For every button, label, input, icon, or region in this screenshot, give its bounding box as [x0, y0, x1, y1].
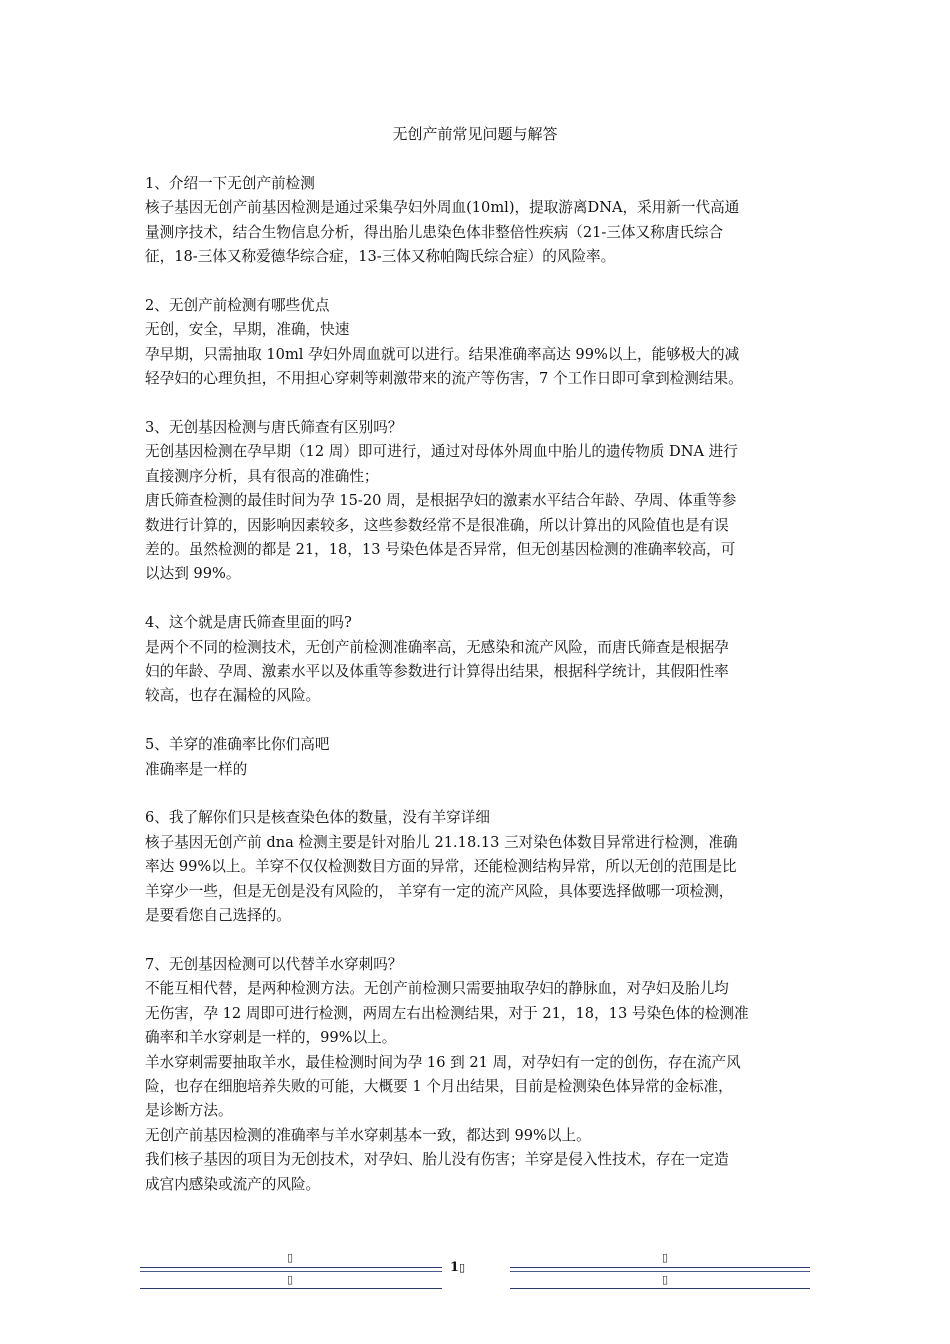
footer-rule-left-upper: [140, 1267, 442, 1268]
answer-line: 量测序技术，结合生物信息分析，得出胎儿患染色体非整倍性疾病（21-三体又称唐氏综合: [145, 223, 724, 241]
footer-rule-right-lower: [510, 1271, 810, 1272]
answer-line: 孕早期，只需抽取 10ml 孕妇外周血就可以进行。结果准确率高达 99%以上，能够极大的减: [145, 345, 740, 363]
qa-section: [145, 416, 809, 587]
answer-line: 是两个不同的检测技术，无创产前检测准确率高，无感染和流产风险，而唐氏筛查是根据孕: [145, 638, 729, 656]
question-heading: 4、这个就是唐氏筛查里面的吗?: [145, 614, 352, 632]
qa-section: [145, 733, 809, 782]
question-heading: 7、无创基因检测可以代替羊水穿刺吗？: [145, 955, 403, 973]
question-heading: 5、羊穿的准确率比你们高吧: [145, 736, 330, 754]
footer-rule-right-bottom: [510, 1288, 810, 1289]
answer-line: 是要看您自己选择的。: [145, 907, 291, 925]
footer-rule-left-bottom: [140, 1288, 442, 1289]
question-heading: 6、我了解你们只是核查染色体的数量，没有羊穿详细: [145, 809, 490, 827]
answer-line: 率达 99%以上。羊穿不仅仅检测数目方面的异常，还能检测结构异常，所以无创的范围是比: [145, 858, 737, 876]
answer-line: 无创基因检测在孕早期（12 周）即可进行，通过对母体外周血中胎儿的遗传物质 DNA 进行: [145, 443, 738, 461]
answer-line: 唐氏筛查检测的最佳时间为孕 15-20 周，是根据孕妇的激素水平结合年龄、孕周、体重等参: [145, 492, 737, 510]
question-heading: 3、无创基因检测与唐氏筛查有区别吗？: [145, 419, 403, 437]
answer-line: 准确率是一样的: [145, 760, 248, 778]
qa-section: [145, 611, 809, 709]
footer-mark-right-bottom: ▯: [661, 1273, 669, 1286]
answer-line: 差的。虽然检测的都是 21，18，13 号染色体是否异常，但无创基因检测的准确率较高，可: [145, 541, 736, 559]
answer-line: 险，也存在细胞培养失败的可能，大概要 1 个月出结果，目前是检测染色体异常的金标准，: [145, 1077, 733, 1095]
answer-line: 无创产前基因检测的准确率与羊水穿刺基本一致，都达到 99%以上。: [145, 1126, 591, 1144]
answer-line: 直接测序分析，具有很高的准确性；: [145, 467, 379, 485]
qa-section: [145, 294, 809, 392]
qa-section: [145, 806, 809, 928]
answer-line: 无创，安全，早期，准确，快速: [145, 321, 350, 339]
answer-line: 羊穿少一些，但是无创是没有风险的， 羊穿有一定的流产风险，具体要选择做哪一项检测，: [145, 882, 734, 900]
answer-line: 轻孕妇的心理负担，不用担心穿刺等刺激带来的流产等伤害，7 个工作日即可拿到检测结果。: [145, 370, 743, 388]
answer-line: 成宫内感染或流产的风险。: [145, 1175, 321, 1193]
answer-line: 以达到 99%。: [145, 565, 241, 583]
answer-line: 无伤害，孕 12 周即可进行检测，两周左右出检测结果，对于 21，18，13 号染色体的检测准: [145, 1004, 749, 1022]
answer-line: 核子基因无创产前 dna 检测主要是针对胎儿 21.18.13 三对染色体数目异常进行检测，准确: [145, 833, 738, 851]
footer-mark-right-top: ▯: [661, 1251, 669, 1264]
qa-section: [145, 172, 809, 270]
footer-mark-left-top: ▯: [286, 1251, 294, 1264]
answer-line: 妇的年龄、孕周、激素水平以及体重等参数进行计算得出结果，根据科学统计，其假阳性率: [145, 663, 729, 681]
answer-line: 是诊断方法。: [145, 1102, 233, 1120]
answer-line: 数进行计算的，因影响因素较多，这些参数经常不是很准确，所以计算出的风险值也是有误: [145, 516, 729, 534]
footer-rule-right-upper: [510, 1267, 810, 1268]
answer-line: 羊水穿刺需要抽取羊水，最佳检测时间为孕 16 到 21 周，对孕妇有一定的创伤，存在流产风: [145, 1053, 741, 1071]
question-heading: 1、介绍一下无创产前检测: [145, 175, 315, 192]
page-number: 1▯: [450, 1260, 466, 1275]
document-body: [145, 172, 809, 1221]
answer-line: 核子基因无创产前基因检测是通过采集孕妇外周血(10ml)，提取游离DNA，采用新一代高通: [145, 199, 740, 217]
answer-line: 确率和羊水穿刺是一样的，99%以上。: [145, 1029, 397, 1047]
answer-line: 较高，也存在漏检的风险。: [145, 687, 321, 705]
answer-line: 我们核子基因的项目为无创技术，对孕妇、胎儿没有伤害；羊穿是侵入性技术，存在一定造: [145, 1151, 729, 1169]
document-title: 无创产前常见问题与解答: [392, 125, 558, 143]
answer-line: 征，18-三体又称爱德华综合症，13-三体又称帕陶氏综合症）的风险率。: [145, 248, 616, 266]
qa-section: [145, 953, 809, 1197]
footer-mark-left-bottom: ▯: [286, 1273, 294, 1286]
footer-rule-left-lower: [140, 1271, 442, 1272]
question-heading: 2、无创产前检测有哪些优点: [145, 297, 330, 315]
answer-line: 不能互相代替，是两种检测方法。无创产前检测只需要抽取孕妇的静脉血，对孕妇及胎儿均: [145, 980, 729, 998]
